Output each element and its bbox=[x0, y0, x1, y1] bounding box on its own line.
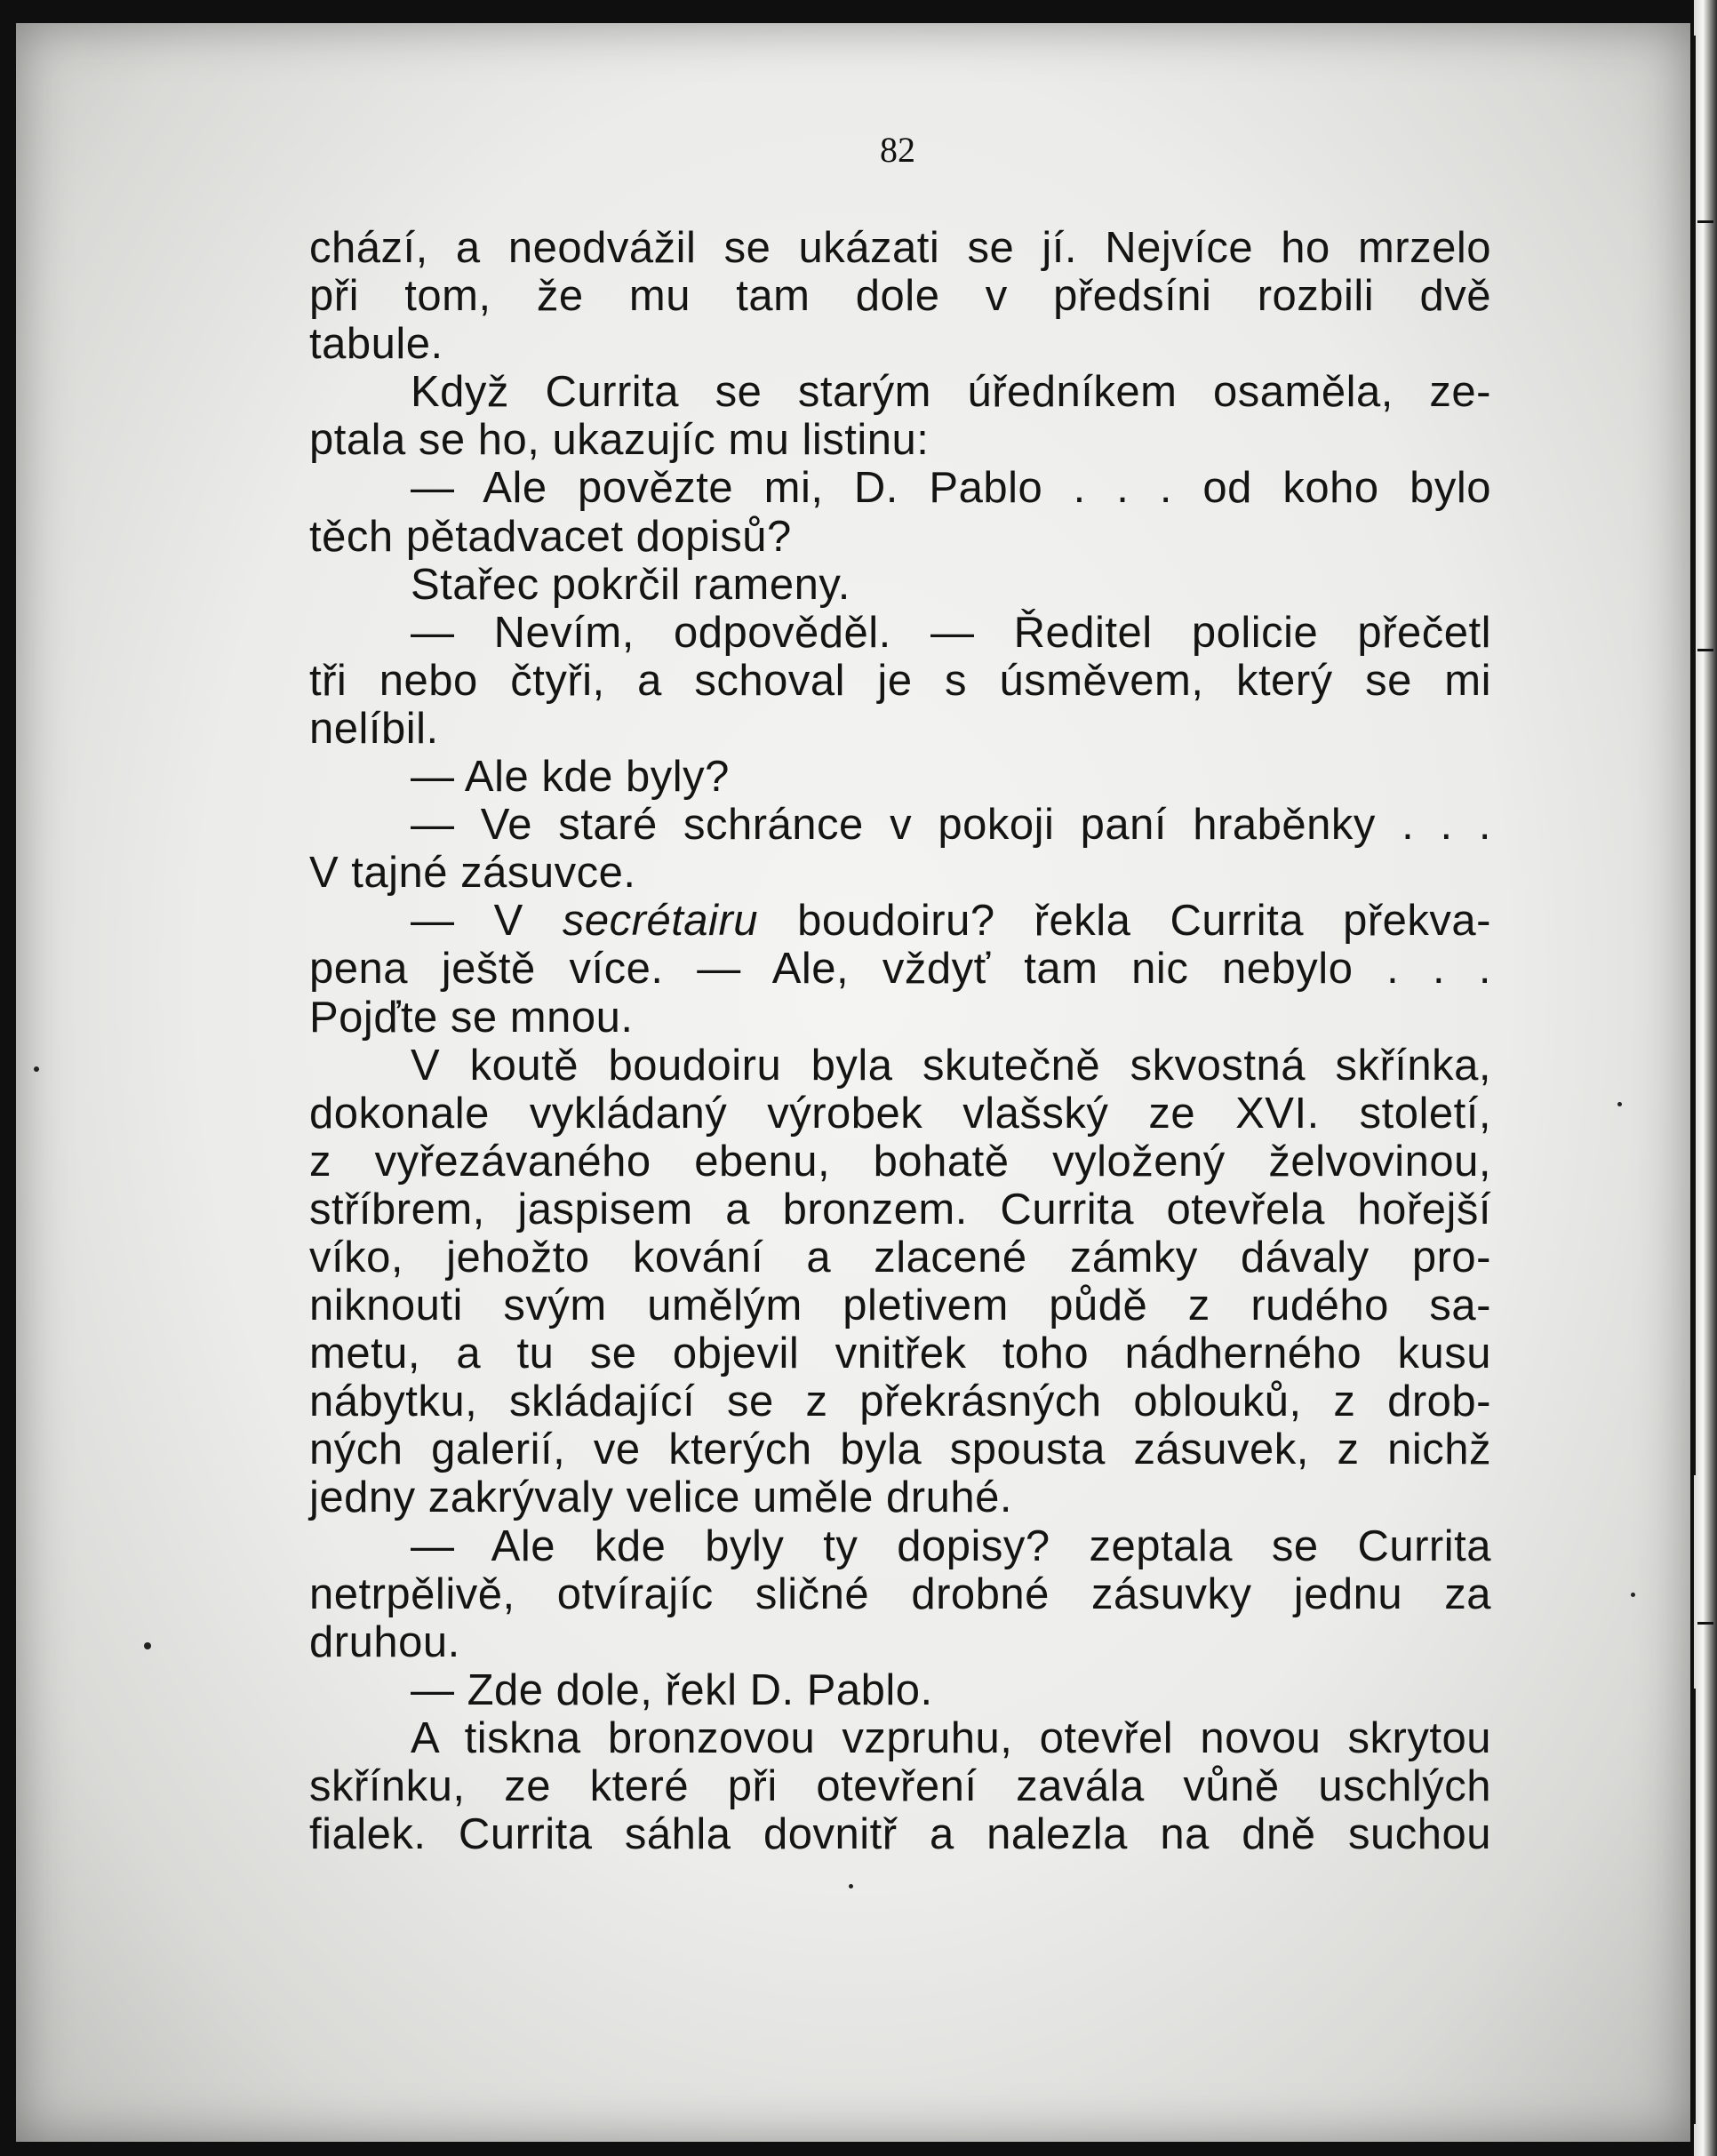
text-line: — Ve staré schránce v pokoji paní hraběnky . . . bbox=[411, 801, 1491, 850]
scan-speck bbox=[1631, 1593, 1635, 1597]
text-line: dokonale vykládaný výrobek vlašský ze XVI. století, bbox=[309, 1089, 1491, 1138]
text-line: — V secrétairu boudoiru? řekla Currita překva- bbox=[411, 897, 1491, 946]
text-line: A tiskna bronzovou vzpruhu, otevřel novou skrytou bbox=[411, 1713, 1491, 1762]
scan-speck bbox=[1617, 1102, 1622, 1106]
text-line: — Ale kde byly ty dopisy? zeptala se Currita bbox=[411, 1521, 1491, 1570]
text-line: metu, a tu se objevil vnitřek toho nádherného kusu bbox=[309, 1330, 1491, 1378]
text-line: Když Currita se starým úředníkem osaměla, ze- bbox=[411, 368, 1491, 417]
page-edge-mark bbox=[1697, 1622, 1713, 1625]
page-edge-mark bbox=[1697, 649, 1713, 651]
text-line: tabule. bbox=[309, 320, 443, 369]
page-number: 82 bbox=[880, 130, 915, 170]
text-line: — Ale kde byly? bbox=[411, 753, 730, 802]
text-line: netrpělivě, otvírajíc sličné drobné zásuvky jednu za bbox=[309, 1569, 1491, 1618]
text-line: víko, jehožto kování a zlacené zámky dávaly pro- bbox=[309, 1233, 1491, 1282]
text-line: při tom, že mu tam dole v předsíni rozbili dvě bbox=[309, 272, 1491, 321]
page-edge-line bbox=[1693, 36, 1696, 1475]
text-line: niknouti svým umělým pletivem půdě z rudého sa- bbox=[309, 1282, 1491, 1330]
text-line: Pojďte se mnou. bbox=[309, 993, 634, 1042]
page-edge-mark bbox=[1697, 220, 1713, 223]
italic-word: secrétairu bbox=[562, 897, 759, 946]
text-line: tři nebo čtyři, a schoval je s úsměvem, který se mi bbox=[309, 656, 1491, 705]
text-line: chází, a neodvážil se ukázati se jí. Nejvíce ho mrzelo bbox=[309, 224, 1491, 272]
text-line: Stařec pokrčil rameny. bbox=[411, 560, 851, 609]
text-line: — Ale povězte mi, D. Pablo . . . od koho bylo bbox=[411, 464, 1491, 513]
text-line: jedny zakrývaly velice uměle druhé. bbox=[309, 1473, 1012, 1522]
text-line: — Zde dole, řekl D. Pablo. bbox=[411, 1665, 933, 1714]
scan-speck bbox=[144, 1642, 151, 1649]
text-line: ných galerií, ve kterých byla spousta zásuvek, z nichž bbox=[309, 1425, 1491, 1474]
text-line: pena ještě více. — Ale, vždyť tam nic nebylo . . . bbox=[309, 945, 1491, 994]
text-line: druhou. bbox=[309, 1617, 460, 1666]
text-line: V tajné zásuvce. bbox=[309, 849, 636, 898]
text-line: — Nevím, odpověděl. — Ředitel policie přečetl bbox=[411, 608, 1491, 657]
text-line: nábytku, skládající se z překrásných oblouků, z drob- bbox=[309, 1377, 1491, 1426]
scan-speck bbox=[849, 1884, 853, 1888]
body-text bbox=[309, 224, 1491, 1858]
text-line: V koutě boudoiru byla skutečně skvostná skřínka, bbox=[411, 1041, 1491, 1090]
text-line: nelíbil. bbox=[309, 704, 439, 753]
scan-speck bbox=[34, 1066, 39, 1072]
text-line: z vyřezávaného ebenu, bohatě vyložený želvovinou, bbox=[309, 1137, 1491, 1186]
text-line: skřínku, ze které při otevření zavála vůně uschlých bbox=[309, 1762, 1491, 1810]
text-line: stříbrem, jaspisem a bronzem. Currita otevřela hořejší bbox=[309, 1185, 1491, 1234]
page-edge bbox=[1694, 0, 1717, 2156]
text-line: těch pětadvacet dopisů? bbox=[309, 512, 792, 561]
text-line: fialek. Currita sáhla dovnitř a nalezla na dně suchou bbox=[309, 1810, 1491, 1859]
page-edge-line bbox=[1693, 1689, 1696, 2124]
text-line: ptala se ho, ukazujíc mu listinu: bbox=[309, 416, 930, 465]
